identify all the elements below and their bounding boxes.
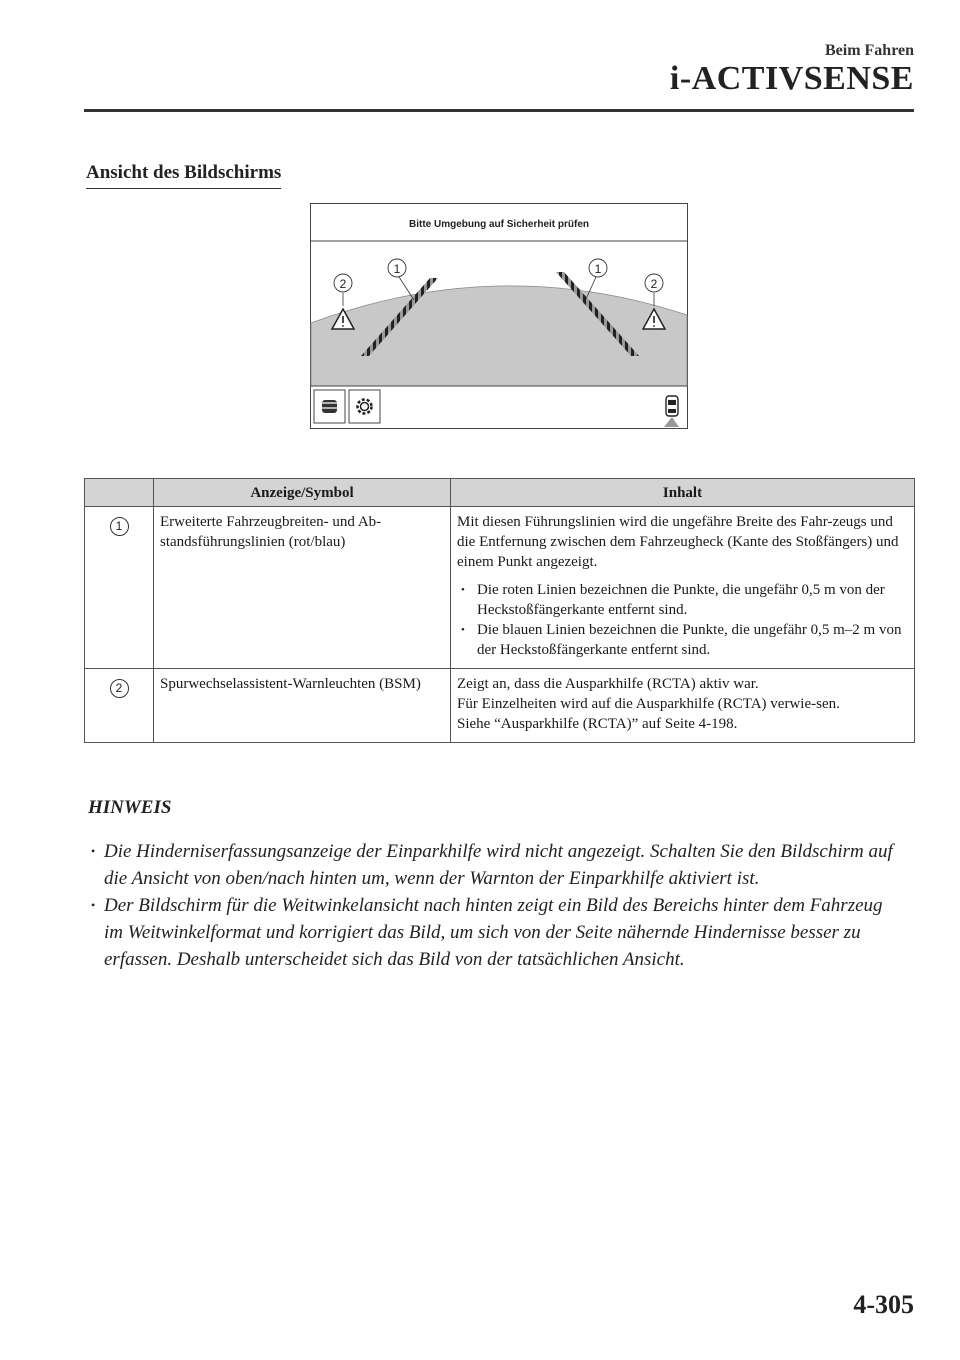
list-item: • Die Hinderniserfassungsanzeige der Einparkhilfe wird nicht angezeigt. Schalten Sie den Bildschirm auf die Ansicht von oben/nach hinten um, wenn der Warnton der Einparkhilfe aktiviert ist. xyxy=(86,838,906,892)
bullet-list xyxy=(457,580,908,660)
svg-text:1: 1 xyxy=(594,262,602,276)
callout-1-left xyxy=(388,259,406,277)
table-cell-content: Mit diesen Führungslinien wird die ungefähre Breite des Fahr-zeugs und die Entfernung zwischen dem Fahrzeugheck (Kante des Stoßfängers) und einem Punkt angezeigt. xyxy=(457,514,899,570)
table-cell-content-line: Für Einzelheiten wird auf die Ausparkhilfe (RCTA) verwie-sen. xyxy=(457,696,840,712)
callout-1-right xyxy=(589,259,607,277)
list-item: • Die roten Linien bezeichnen die Punkte, die ungefähr 0,5 m von der Heckstoßfängerkante entfernt sind. xyxy=(457,580,908,620)
note-list xyxy=(86,838,906,973)
table-header-symbol: Anzeige/Symbol xyxy=(154,479,451,507)
section-title: Ansicht des Bildschirms xyxy=(86,162,281,189)
svg-text:2: 2 xyxy=(339,277,347,291)
screen-banner: Bitte Umgebung auf Sicherheit prüfen xyxy=(408,219,590,230)
header-rule xyxy=(84,109,914,112)
camera-screen-illustration xyxy=(310,203,688,429)
page-reference: Siehe “Ausparkhilfe (RCTA)” auf Seite 4-198. xyxy=(457,716,738,732)
table-header-content: Inhalt xyxy=(451,479,915,507)
header-section-label: Beim Fahren xyxy=(824,42,914,59)
driving-assist-icon[interactable] xyxy=(314,390,345,423)
table-header-num xyxy=(85,479,154,507)
svg-text:1: 1 xyxy=(393,262,401,276)
settings-gear-icon[interactable] xyxy=(349,390,380,423)
list-item: • Der Bildschirm für die Weitwinkelansicht nach hinten zeigt ein Bild des Bereichs hinter dem Fahrzeug im Weitwinkelformat und korrigiert das Bild, um sich von der Seite nähernde Hindernisse besser zu erfassen. Deshalb unterscheidet sich das Bild von der tatsächlichen Ansicht. xyxy=(86,892,906,973)
svg-text:2: 2 xyxy=(650,277,658,291)
table-row xyxy=(85,669,915,743)
header-title: i-ACTIVSENSE xyxy=(669,60,914,97)
list-item: • Die blauen Linien bezeichnen die Punkte, die ungefähr 0,5 m–2 m von der Heckstoßfängerkante entfernt sind. xyxy=(457,620,908,660)
table-cell-content-line: Zeigt an, dass die Ausparkhilfe (RCTA) aktiv war. xyxy=(457,676,759,692)
table-cell-symbol: Spurwechselassistent-Warnleuchten (BSM) xyxy=(154,669,451,743)
page-number: 4-305 xyxy=(853,1290,914,1319)
table-row xyxy=(85,507,915,669)
callout-number-1: 1 xyxy=(110,517,129,536)
note-title: HINWEIS xyxy=(88,797,172,818)
callout-number-2: 2 xyxy=(110,679,129,698)
table-header-row xyxy=(85,479,915,507)
callout-2-right xyxy=(645,274,663,292)
table-cell-symbol: Erweiterte Fahrzeugbreiten- und Ab-standsführungslinien (rot/blau) xyxy=(154,507,451,669)
callout-2-left xyxy=(334,274,352,292)
info-table xyxy=(84,478,915,743)
